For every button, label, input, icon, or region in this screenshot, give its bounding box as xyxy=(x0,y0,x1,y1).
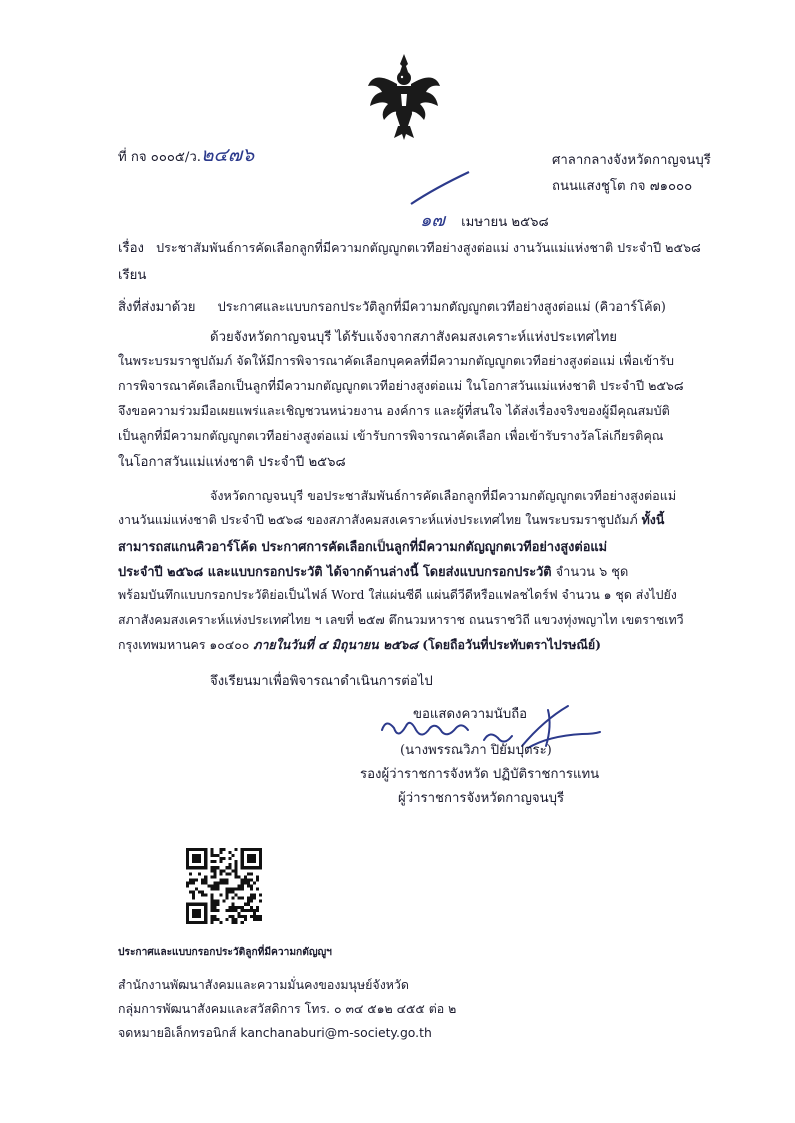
paragraph2-line4-text: จำนวน ๖ ชุด xyxy=(551,565,629,580)
footer-office: สำนักงานพัฒนาสังคมและความมั่นคงของมนุษย์จังหวัด xyxy=(118,977,409,992)
paragraph2-line4-bold: ประจำปี ๒๕๖๘ และแบบกรอกประวัติ ได้จากด้านล่างนี้ โดยส่งแบบกรอกประวัติ xyxy=(118,565,552,580)
subject-label: เรื่อง xyxy=(118,241,144,256)
footer-group-phone: กลุ่มการพัฒนาสังคมและสวัสดิการ โทร. ๐ ๓๔ ๕๑๒ ๔๕๕ ต่อ ๒ xyxy=(118,1001,457,1016)
paragraph1-line1: ด้วยจังหวัดกาญจนบุรี ได้รับแจ้งจากสภาสังคมสงเคราะห์แห่งประเทศไทย xyxy=(210,330,617,345)
paragraph1-line2: ในพระบรมราชูปถัมภ์ จัดให้มีการพิจารณาคัดเลือกบุคคลที่มีความกตัญญูกตเวทีอย่างสูงต่อแม่ เพื่อเข้ารับ xyxy=(118,353,674,368)
regards-line: ขอแสดงความนับถือ xyxy=(413,707,528,722)
subject-text: ประชาสัมพันธ์การคัดเลือกลูกที่มีความกตัญญูกตเวทีอย่างสูงต่อแม่ งานวันแม่แห่งชาติ ประจำปี ๒๕๖๘ xyxy=(156,240,701,255)
paragraph2-line2-bold: ทั้งนี้ xyxy=(641,512,665,527)
signatory-position-line2: ผู้ว่าราชการจังหวัดกาญจนบุรี xyxy=(398,791,565,806)
paragraph1-line6: ในโอกาสวันแม่แห่งชาติ ประจำปี ๒๕๖๘ xyxy=(118,455,346,470)
paragraph2-line1: จังหวัดกาญจนบุรี ขอประชาสัมพันธ์การคัดเลือกลูกที่มีความกตัญญูกตเวทีอย่างสูงต่อแม่ xyxy=(210,488,677,503)
paragraph2-line2 xyxy=(118,511,664,530)
closing-line: จึงเรียนมาเพื่อพิจารณาดำเนินการต่อไป xyxy=(210,674,433,689)
subject-line xyxy=(118,237,701,258)
paragraph2-line2-text: งานวันแม่แห่งชาติ ประจำปี ๒๕๖๘ ของสภาสังคมสงเคราะห์แห่งประเทศไทย ในพระบรมราชูปถัมภ์ xyxy=(118,512,642,527)
reference-number xyxy=(118,140,254,170)
date-month-year: เมษายน ๒๕๖๘ xyxy=(461,215,549,230)
enclosure-line xyxy=(118,296,666,317)
enclosure-label: สิ่งที่ส่งมาด้วย xyxy=(118,300,196,315)
handwritten-stroke-icon xyxy=(405,168,475,210)
enclosure-text: ประกาศและแบบกรอกประวัติลูกที่มีความกตัญญูกตเวทีอย่างสูงต่อแม่ (คิวอาร์โค้ด) xyxy=(217,300,666,315)
paragraph2-line7-text: กรุงเทพมหานคร ๑๐๔๐๐ xyxy=(118,637,254,652)
org-address-line2: ถนนแสงชูโต กจ ๗๑๐๐๐ xyxy=(552,179,693,194)
paragraph2-line6: สภาสังคมสงเคราะห์แห่งประเทศไทย ฯ เลขที่ ๒๕๗ ตึกนวมหาราช ถนนราชวิถี แขวงทุ่งพญาไท เขตราชเทวี xyxy=(118,612,684,627)
paragraph2-line5: พร้อมบันทึกแบบกรอกประวัติย่อเป็นไฟล์ Word ใส่แผ่นซีดี แผ่นดีวีดีหรือแฟลชไดร์ฟ จำนวน ๑ ชุด ส่งไปยัง xyxy=(118,587,677,602)
qr-caption: ประกาศและแบบกรอกประวัติลูกที่มีความกตัญญูฯ xyxy=(118,947,332,958)
paragraph2-deadline: ภายในวันที่ ๔ มิถุนายน ๒๕๖๘ xyxy=(253,637,418,652)
reference-prefix: ที่ กจ ๐๐๐๕/ว. xyxy=(118,150,201,165)
signatory-position-line1: รองผู้ว่าราชการจังหวัด ปฏิบัติราชการแทน xyxy=(360,767,600,782)
org-address-line1: ศาลากลางจังหวัดกาญจนบุรี xyxy=(552,153,711,168)
qr-code-icon[interactable] xyxy=(186,848,262,924)
garuda-emblem-icon xyxy=(364,50,444,142)
paragraph2-line3: สามารถสแกนคิวอาร์โค้ด ประกาศการคัดเลือกเป็นลูกที่มีความกตัญญูกตเวทีอย่างสูงต่อแม่ xyxy=(118,540,608,555)
signatory-name: (นางพรรณวิภา ปิยัมปุตระ) xyxy=(400,743,552,758)
paragraph2-line4 xyxy=(118,561,628,582)
paragraph1-line4: จึงขอความร่วมมือเผยแพร่และเชิญชวนหน่วยงาน องค์การ และผู้ที่สนใจ ได้ส่งเรื่องจริงของผู้มีคุณสมบัติ xyxy=(118,403,670,418)
date-day-handwritten: ๑๗ xyxy=(420,210,445,231)
salutation-label: เรียน xyxy=(118,268,147,283)
letter-date xyxy=(420,205,549,234)
footer-email: จดหมายอิเล็กทรอนิกส์ kanchanaburi@m-society.go.th xyxy=(118,1025,432,1040)
paragraph1-line5: เป็นลูกที่มีความกตัญญูกตเวทีอย่างสูงต่อแม่ เข้ารับการพิจารณาคัดเลือก เพื่อเข้ารับรางวัลโล่เกียรติคุณ xyxy=(118,428,664,443)
paragraph1-line3: การพิจารณาคัดเลือกเป็นลูกที่มีความกตัญญูกตเวทีอย่างสูงต่อแม่ ในโอกาสวันแม่แห่งชาติ ประจำปี ๒๕๖๘ xyxy=(118,378,684,393)
reference-number-handwritten: ๒๔๗๖ xyxy=(200,144,255,166)
paragraph2-line7 xyxy=(118,636,601,655)
paragraph2-postmark-note: (โดยถือวันที่ประทับตราไปรษณีย์) xyxy=(417,637,602,652)
